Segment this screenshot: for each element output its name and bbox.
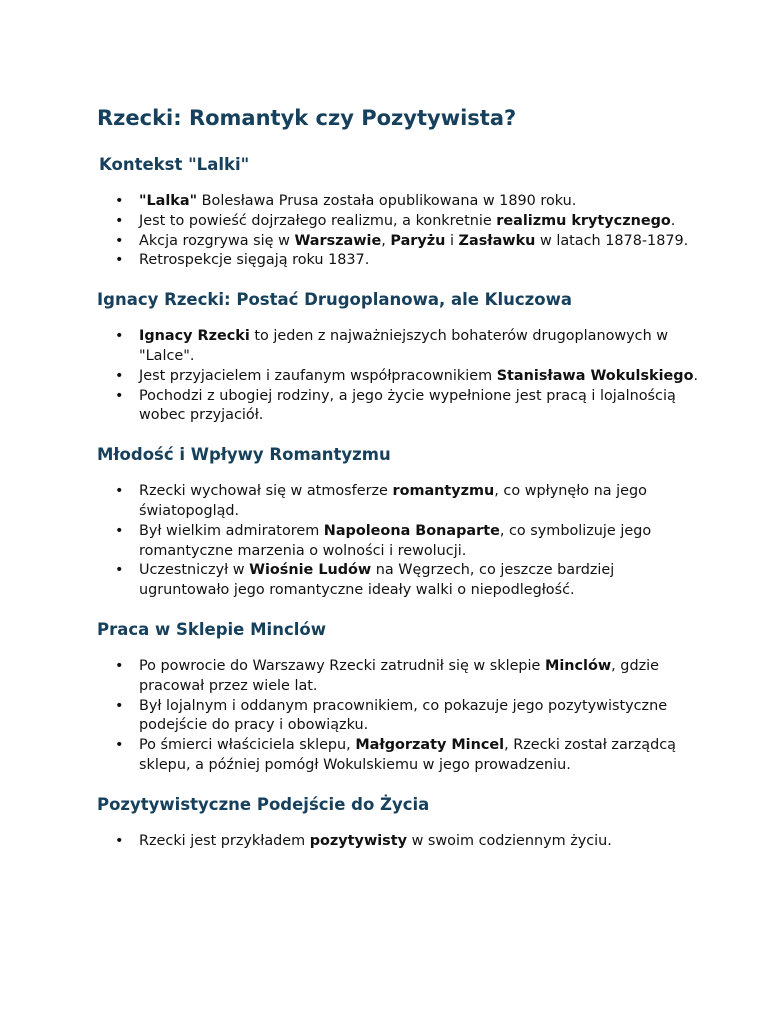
list-item: • Jest to powieść dojrzałego realizmu, a konkretnie realizmu krytycznego.	[139, 212, 708, 232]
bold-term: Ignacy Rzecki	[139, 328, 250, 345]
bold-term: realizmu krytycznego	[496, 212, 671, 229]
list-item: • Retrospekcje sięgają roku 1837.	[139, 251, 708, 271]
list-item: • Ignacy Rzecki to jeden z najważniejszych bohaterów drugoplanowych w "Lalce".	[139, 327, 708, 367]
bold-term: "Lalka"	[139, 193, 198, 209]
bullet-list	[93, 192, 708, 271]
section-context	[93, 154, 708, 271]
list-item: • Uczestniczył w Wiośnie Ludów na Węgrzech, co jeszcze bardziej ugruntowało jego romantyczne ideały walki o niepodległość.	[139, 561, 708, 601]
list-item: • Jest przyjacielem i zaufanym współpracownikiem Stanisława Wokulskiego.	[139, 367, 708, 387]
list-item: • Rzecki wychował się w atmosferze romantyzmu, co wpłynęło na jego światopogląd.	[139, 482, 708, 522]
section-heading	[93, 289, 708, 311]
bold-term: romantyzmu	[392, 483, 495, 500]
page-title-text: Rzecki: Romantyk czy Pozytywista?	[97, 106, 517, 130]
section-heading	[93, 444, 708, 466]
bold-term: Małgorzaty Mincel	[355, 737, 505, 754]
list-item: • Pochodzi z ubogiej rodziny, a jego życie wypełnione jest pracą i lojalnością wobec przyjaciół.	[139, 387, 708, 427]
section-heading-text: Ignacy Rzecki: Postać Drugoplanowa, ale Kluczowa	[97, 290, 572, 310]
bold-term: Paryżu	[390, 232, 446, 249]
list-item: • Po powrocie do Warszawy Rzecki zatrudnił się w sklepie Minclów, gdzie pracował przez wiele lat.	[139, 657, 708, 697]
bullet-list	[93, 327, 708, 426]
list-item: • Po śmierci właściciela sklepu, Małgorzaty Mincel, Rzecki został zarządcą sklepu, a później pomógł Wokulskiemu w jego prowadzeniu.	[139, 736, 708, 776]
list-item: • Był lojalnym i oddanym pracownikiem, co pokazuje jego pozytywistyczne podejście do pracy i obowiązku.	[139, 697, 708, 737]
section-heading-text: Praca w Sklepie Minclów	[97, 619, 326, 639]
section-heading	[93, 794, 708, 816]
section-heading: Kontekst "Lalki"	[99, 155, 250, 174]
list-item: • Był wielkim admiratorem Napoleona Bonaparte, co symbolizuje jego romantyczne marzenia o wolności i rewolucji.	[139, 522, 708, 562]
bullet-list	[93, 832, 708, 852]
section-heading	[93, 619, 708, 641]
bold-term: Napoleona Bonaparte	[323, 522, 500, 539]
section-work	[93, 619, 708, 776]
bullet-list	[93, 482, 708, 601]
bold-term: Warszawie	[294, 232, 382, 249]
section-youth	[93, 444, 708, 601]
bold-term: pozytywisty	[309, 832, 407, 849]
list-item: • "Lalka" Bolesława Prusa została opublikowana w 1890 roku.	[139, 192, 708, 212]
section-character	[93, 289, 708, 426]
section-heading-text: Młodość i Wpływy Romantyzmu	[97, 445, 391, 465]
page-title	[93, 104, 708, 132]
bold-term: Stanisława Wokulskiego	[496, 367, 694, 384]
bold-term: Minclów	[545, 657, 612, 674]
bullet-list	[93, 657, 708, 776]
bold-term: Zasławku	[458, 232, 536, 249]
section-heading-text: Pozytywistyczne Podejście do Życia	[97, 794, 430, 814]
list-item: • Akcja rozgrywa się w Warszawie, Paryżu i Zasławku w latach 1878-1879.	[139, 232, 708, 252]
bold-term: Wiośnie Ludów	[249, 562, 372, 579]
list-item: • Rzecki jest przykładem pozytywisty w swoim codziennym życiu.	[139, 832, 708, 852]
section-positivism	[93, 794, 708, 852]
